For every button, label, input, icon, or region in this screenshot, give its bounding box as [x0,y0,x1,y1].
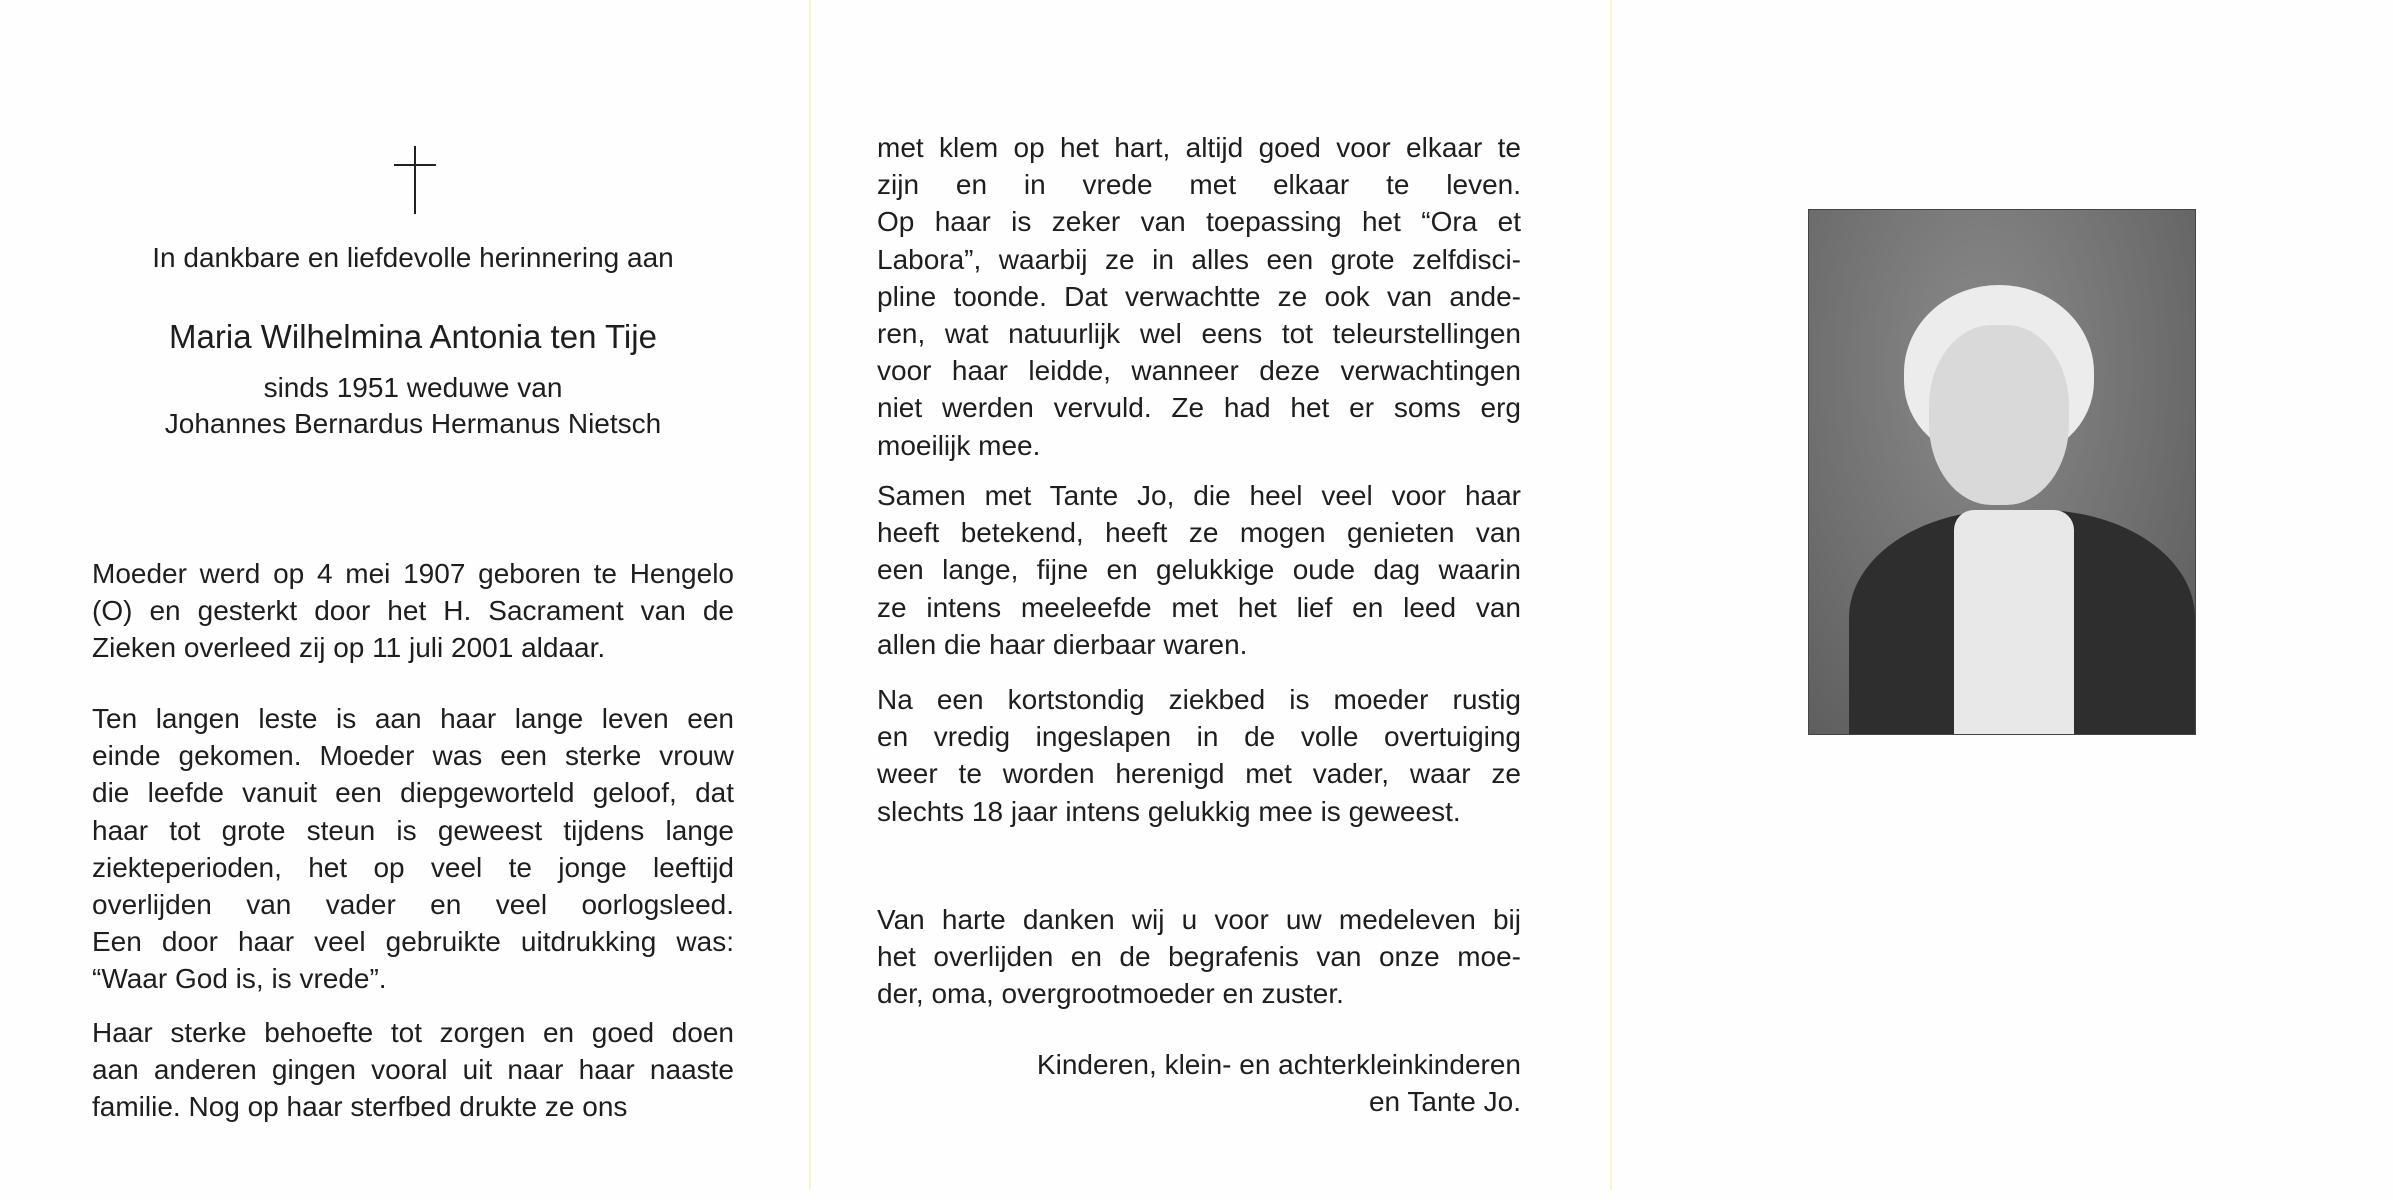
portrait-photo [1808,209,2196,735]
text-line: ze intens meeleefde met het lief en leed van [877,591,1521,623]
text-line: ziekteperioden, het op veel te jonge leeftijd [92,851,734,883]
text-line: weer te worden herenigd met vader, waar ze [877,758,1521,790]
text-line: einde gekomen. Moeder was een sterke vrouw [92,740,734,772]
text-line: overlijden van vader en veel oorlogsleed. [92,889,734,920]
text-line: ren, wat natuurlijk wel eens tot teleurstellingen [877,318,1521,349]
text-line: moeilijk mee. [877,429,1041,461]
signature-line: Kinderen, klein- en achterkleinkinderen [1036,1049,1521,1080]
signature-line: en Tante Jo. [1368,1086,1521,1117]
text-line: Samen met Tante Jo, die heel veel voor haar [877,480,1521,511]
text-line: familie. Nog op haar sterfbed drukte ze ons [92,1091,628,1123]
text-line: “Waar God is, is vrede”. [92,963,387,995]
text-line: Labora”, waarbij ze in alles een grote zelfdisci- [877,243,1521,275]
text-line: Van harte danken wij u voor uw medeleven bij [877,904,1521,935]
text-line: Haar sterke behoefte tot zorgen en goed doen [92,1017,734,1048]
text-line: pline toonde. Dat verwachtte ze ook van ande- [877,280,1521,312]
fold-line-right [1610,0,1612,1190]
text-line: der, oma, overgrootmoeder en zuster. [877,978,1344,1010]
text-line: voor haar leidde, wanneer deze verwachtingen [877,355,1521,387]
husband-name: Johannes Bernardus Hermanus Nietsch [164,408,662,439]
text-line: allen die haar dierbaar waren. [877,628,1248,660]
text-line: aan anderen gingen vooral uit naar haar naaste [92,1054,734,1086]
text-line: haar tot grote steun is geweest tijdens lange [92,814,734,846]
text-line: met klem op het hart, altijd goed voor elkaar te [877,132,1521,163]
text-line: Zieken overleed zij op 11 juli 2001 aldaar. [92,632,606,664]
text-line: het overlijden en de begrafenis van onze moe- [877,941,1521,973]
text-line: die leefde vanuit een diepgeworteld geloof, dat [92,777,734,809]
text-line: zijn en in vrede met elkaar te leven. [877,169,1521,201]
deceased-name: Maria Wilhelmina Antonia ten Tije [169,318,657,355]
text-line: Ten langen leste is aan haar lange leven een [92,703,734,734]
intro-text: In dankbare en liefdevolle herinnering aan [152,242,674,273]
cross-icon [394,146,436,214]
text-line: Een door haar veel gebruikte uitdrukking was: [92,926,734,958]
text-line: en vredig ingeslapen in de volle overtuiging [877,721,1521,753]
fold-line-left [809,0,811,1190]
text-line: slechts 18 jaar intens gelukkig mee is geweest. [877,795,1461,827]
text-line: heeft betekend, heeft ze mogen genieten van [877,517,1521,549]
text-line: Na een kortstondig ziekbed is moeder rustig [877,684,1521,715]
text-line: Op haar is zeker van toepassing het “Ora et [877,206,1521,238]
text-line: (O) en gesterkt door het H. Sacrament van de [92,595,734,627]
text-line: niet werden vervuld. Ze had het er soms erg [877,392,1521,424]
widow-line: sinds 1951 weduwe van [263,372,563,403]
text-line: Moeder werd op 4 mei 1907 geboren te Hengelo [92,558,734,589]
text-line: een lange, fijne en gelukkige oude dag waarin [877,554,1521,586]
